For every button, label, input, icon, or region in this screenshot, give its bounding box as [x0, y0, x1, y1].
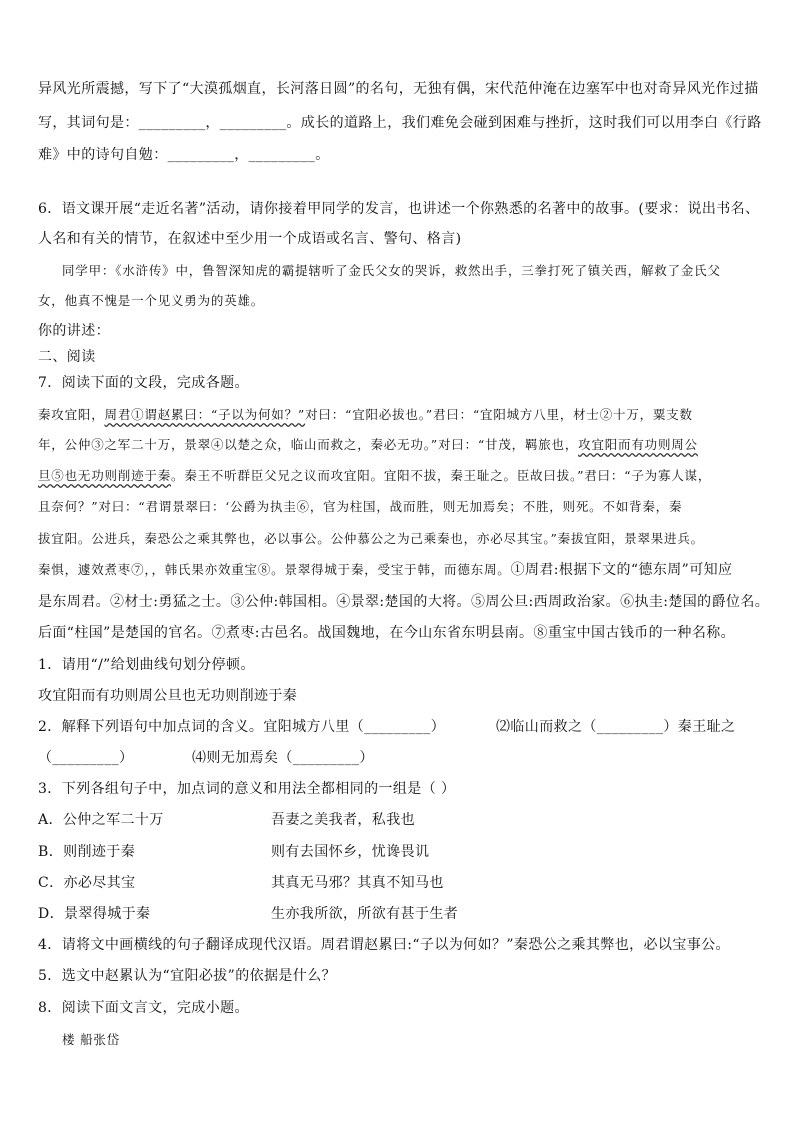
student-quote: 同学甲：《水浒传》中，鲁智深知虎的霸提辖听了金氏父女的哭诉，救然出手，三拳打死了镇关西，解救了金氏父 — [62, 263, 721, 278]
text-line: 写，其词句是：_________，_________。成长的道路上，我们难免会碰到困难与挫折，这时我们可以用李白《行路 — [38, 115, 762, 131]
question-6: 6．语文课开展“走近名著”活动，请你接着甲同学的发言，也讲述一个你熟悉的名著中的故事。(要求：说出书名、 — [38, 201, 760, 217]
passage-line — [38, 436, 764, 454]
question-text: ⑷则无加焉矣（_________） — [192, 750, 374, 766]
passage-line — [38, 406, 764, 424]
wavy-underlined-sentence: 周君①谓赵累曰：“子以为何如？” — [104, 407, 306, 422]
question-7: 7．阅读下面的文段，完成各题。 — [38, 375, 249, 391]
passage-line: 拔宜阳。公进兵，秦恐公之乘其弊也，必以事公。公仲慕公之为己乘秦也，亦必尽其宝。”秦拔宜阳，景翠果进兵。 — [38, 531, 704, 546]
sub-question-4: 4．请将文中画横线的句子翻译成现代汉语。周君谓赵累曰:“子以为何如？”秦恐公之乘其弊也，必以宝事公。 — [38, 937, 730, 953]
footnote-line: 后面“柱国”是楚国的官名。⑦煮枣:古邑名。战国魏地，在今山东省东明县南。⑧重宝中国古钱币的一种名称。 — [38, 625, 736, 641]
option-text: A．公仲之军二十万 — [38, 812, 164, 828]
passage-text: 年，公仲③之军二十万，景翠④以楚之众，临山而救之，秦必无功。”对曰：“甘茂，羁旅也， — [38, 437, 579, 452]
passage-text: 秦攻宜阳， — [38, 407, 105, 422]
option-text: 其真无马邪？其真不知马也 — [271, 875, 444, 891]
passage-line — [38, 561, 764, 579]
passage-title: 楼 船张岱 — [62, 1032, 120, 1047]
sentence-to-split: 攻宜阳而有功则周公旦也无功则削迹于秦 — [38, 688, 298, 704]
passage-text: 。秦王不听群臣父兄之议而攻宜阳。宜阳不拔，秦王耻之。臣故曰拔。”君曰：“子为寡人谋， — [171, 468, 712, 483]
passage-line — [38, 467, 764, 485]
question-text: 2．解释下列语句中加点词的含义。宜阳城方八里（_________） — [38, 719, 446, 735]
option-text: C．亦必尽其宝 — [38, 875, 136, 891]
passage-text: 对曰：“宜阳必拔也。”君曰：“宜阳城方八里，材士②十万，粟支数 — [305, 407, 693, 422]
sub-question-2 — [38, 718, 764, 736]
option-text: 生亦我所欲，所欲有甚于生者 — [271, 906, 459, 922]
wavy-underlined-sentence: 攻宜阳而有功则周公 — [578, 437, 698, 452]
student-quote: 女，他真不愧是一个见义勇为的英雄。 — [38, 293, 265, 308]
text-line: 难》中的诗句自勉：_________，_________。 — [38, 147, 330, 163]
sub-question-2-cont — [38, 749, 764, 767]
sub-question-3: 3．下列各组句子中，加点词的意义和用法全都相同的一组是（ ） — [38, 781, 456, 797]
text-line: 异风光所震撼，写下了“大漠孤烟直，长河落日圆”的名句，无独有偶，宋代范仲淹在边塞军中也对奇异风光作过描 — [38, 81, 759, 97]
option-d — [38, 905, 764, 923]
passage-text: 秦惧，遽效煮枣⑦，，韩氏果亦效重宝⑧。景翠得城于秦，受宝于韩，而德东周。 — [38, 562, 511, 577]
option-text: D．景翠得城于秦 — [38, 906, 151, 922]
option-text: 吾妻之美我者，私我也 — [271, 812, 415, 828]
option-text: 则有去国怀乡，忧谗畏讥 — [271, 844, 430, 860]
question-text: ⑵临山而救之（_________）秦王耻之 — [496, 719, 736, 735]
option-c — [38, 874, 764, 892]
footnote-line: 是东周君。②材士:勇猛之士。③公仲:韩国相。④景翠:楚国的大将。⑤周公旦:西周政治家。⑥执圭:楚国的爵位名。 — [38, 594, 770, 610]
wavy-underlined-sentence: 旦⑤也无功则削迹于秦 — [38, 468, 172, 483]
text-line: 人名和有关的情节，在叙述中至少用一个成语或名言、警句、格言) — [38, 231, 462, 247]
answer-prompt: 你的讲述： — [38, 323, 110, 339]
sub-question-5: 5．选文中赵累认为“宜阳必拔”的依据是什么？ — [38, 968, 337, 984]
passage-line: 且奈何？”对曰：“君谓景翠曰：‘公爵为执圭⑥，官为柱国，战而胜，则无加焉矣；不胜，则死。不如背秦，秦 — [38, 499, 683, 514]
sub-question-1: 1．请用“/”给划曲线句划分停顿。 — [38, 657, 255, 673]
option-text: B．则削迹于秦 — [38, 844, 136, 860]
question-text: （_________） — [38, 750, 134, 766]
option-a — [38, 811, 764, 829]
option-b — [38, 843, 764, 861]
footnote-text: ①周君:根据下文的“德东周”可知应 — [510, 562, 733, 578]
question-8: 8．阅读下面文言文，完成小题。 — [38, 1000, 249, 1016]
section-heading: 二、阅读 — [38, 349, 96, 365]
